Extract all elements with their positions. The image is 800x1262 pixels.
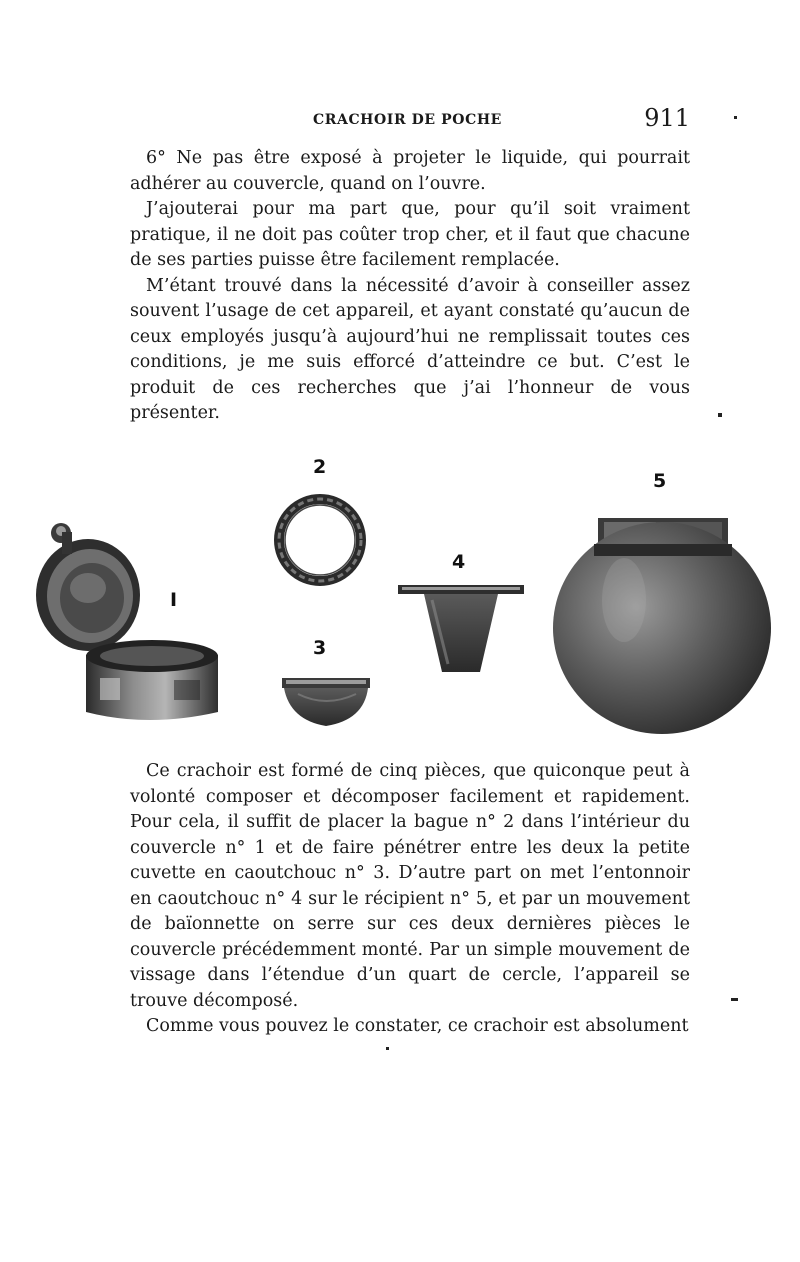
piece-5-receptacle-drawing [553,518,771,734]
running-title: CRACHOIR DE POCHE [313,112,502,128]
piece-4-funnel-drawing [398,585,524,672]
piece-1-lid-drawing [36,523,218,720]
spittoon-figure [28,450,778,740]
figure-label-1: I [170,589,178,611]
print-speck [734,116,737,119]
text-block-top [130,146,690,427]
print-speck [731,998,738,1001]
paragraph: 6° Ne pas être exposé à projeter le liquide, qui pourrait adhérer au couvercle, quand on l’ouvre. [130,148,690,194]
figure-label-4: 4 [452,551,466,573]
piece-2-ring-drawing [279,499,361,581]
text-block-bottom [130,759,690,1040]
paragraph: J’ajouterai pour ma part que, pour qu’il soit vraiment pratique, il ne doit pas coûter trop cher, et il faut que chacune de ses parties puisse être facilement remplacée. [130,199,690,270]
paragraph: M’étant trouvé dans la nécessité d’avoir à conseiller assez souvent l’usage de cet appareil, et ayant constaté qu’aucun de ceux employés jusqu’à aujourd’hui ne remplissait toutes ces conditions, je me suis efforcé d’atteindre ce but. C’est le produit de ces recherches que j’ai l’honneur de vous présenter. [130,275,690,423]
print-speck [718,413,722,417]
paragraph: Comme vous pouvez le constater, ce crachoir est absolument [146,1016,689,1036]
print-speck [386,1047,389,1050]
running-head [130,104,690,138]
piece-3-cup-drawing [282,678,370,726]
paragraph: Ce crachoir est formé de cinq pièces, que quiconque peut à volonté composer et décomposer facilement et rapidement. Pour cela, il suffit de placer la bague n° 2 dans l’intérieur du couvercle n° 1 et de faire pénétrer entre les deux la petite cuvette en caoutchouc n° 3. D’autre part on met l’entonnoir en caoutchouc n° 4 sur le récipient n° 5, et par un mouvement de baïonnette on serre sur ces deux dernières pièces le couvercle précédemment monté. Par un simple mouvement de vissage dans l’étendue d’un quart de cercle, l’appareil se trouve décomposé. [130,761,690,1011]
figure-engraving [28,450,778,740]
figure-label-3: 3 [313,637,327,659]
page-number: 911 [644,104,690,132]
figure-label-2: 2 [313,456,327,478]
figure-label-5: 5 [653,470,667,492]
